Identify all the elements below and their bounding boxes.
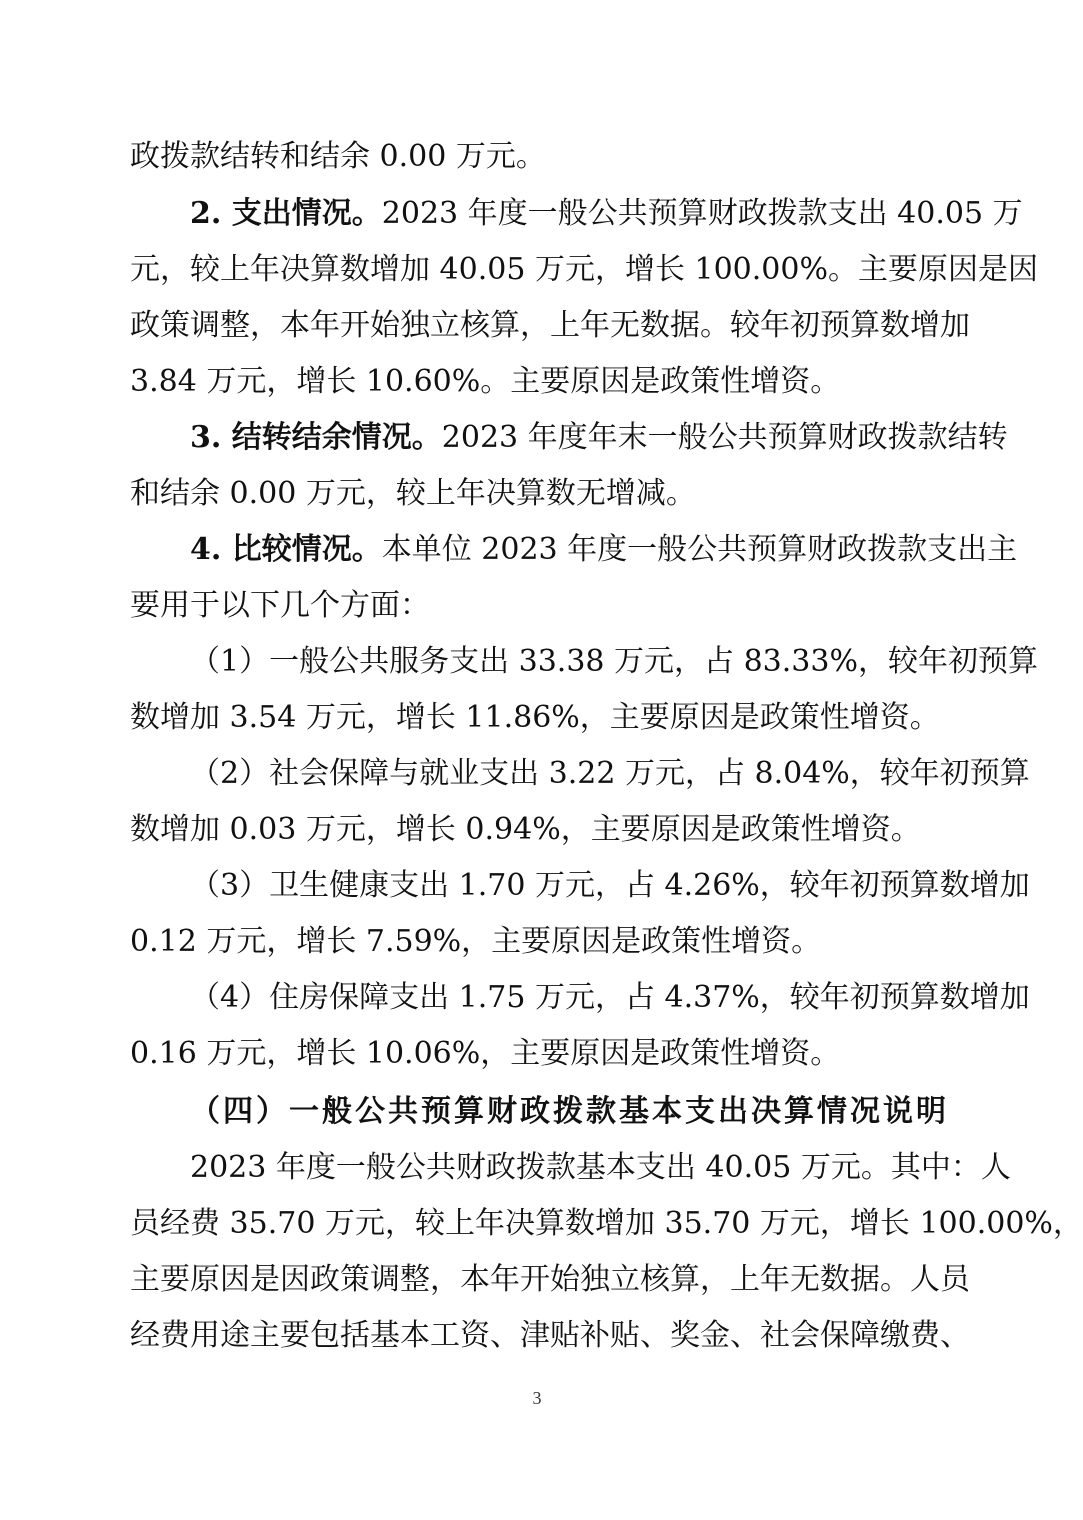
section-2-heading: 2. 支出情况。	[190, 196, 382, 231]
text-line-1: 政拨款结转和结余 0.00 万元。	[130, 139, 546, 174]
text-line-20: 员经费 35.70 万元，较上年决算数增加 35.70 万元，增长 100.00%，	[130, 1206, 1083, 1241]
section-4-text: 本单位 2023 年度一般公共预算财政拨款支出主	[381, 532, 1018, 567]
section-3-text: 2023 年度年末一般公共预算财政拨款结转	[441, 420, 1008, 455]
text-line-8	[190, 530, 1018, 570]
text-line-14: （3）卫生健康支出 1.70 万元，占 4.26%，较年初预算数增加	[190, 868, 1030, 903]
text-line-9: 要用于以下几个方面：	[130, 588, 430, 623]
text-line-13: 数增加 0.03 万元，增长 0.94%，主要原因是政策性增资。	[130, 812, 921, 847]
text-line-21: 主要原因是因政策调整，本年开始独立核算，上年无数据。人员	[130, 1262, 970, 1297]
section-heading-four: （四）一般公共预算财政拨款基本支出决算情况说明	[190, 1094, 946, 1129]
text-line-6	[190, 418, 1008, 458]
text-line-7: 和结余 0.00 万元，较上年决算数无增减。	[130, 476, 696, 511]
text-line-12: （2）社会保障与就业支出 3.22 万元，占 8.04%，较年初预算	[190, 756, 1030, 791]
text-line-10: （1）一般公共服务支出 33.38 万元，占 83.33%，较年初预算	[190, 644, 1038, 679]
text-line-22: 经费用途主要包括基本工资、津贴补贴、奖金、社会保障缴费、	[130, 1318, 970, 1353]
text-line-4: 政策调整，本年开始独立核算，上年无数据。较年初预算数增加	[130, 308, 970, 343]
text-line-15: 0.12 万元，增长 7.59%，主要原因是政策性增资。	[130, 924, 822, 959]
text-line-19: 2023 年度一般公共财政拨款基本支出 40.05 万元。其中：人	[190, 1150, 1011, 1185]
section-2-text: 2023 年度一般公共预算财政拨款支出 40.05 万	[381, 196, 1023, 231]
text-line-3: 元，较上年决算数增加 40.05 万元，增长 100.00%。主要原因是因	[130, 252, 1038, 287]
section-3-heading: 3. 结转结余情况。	[190, 420, 442, 455]
text-line-2	[190, 194, 1023, 234]
text-line-17: 0.16 万元，增长 10.06%，主要原因是政策性增资。	[130, 1036, 841, 1071]
text-line-5: 3.84 万元，增长 10.60%。主要原因是政策性增资。	[130, 364, 841, 399]
page-number: 3	[532, 1388, 542, 1408]
section-4-heading: 4. 比较情况。	[190, 532, 382, 567]
text-line-16: （4）住房保障支出 1.75 万元，占 4.37%，较年初预算数增加	[190, 980, 1030, 1015]
text-line-11: 数增加 3.54 万元，增长 11.86%，主要原因是政策性增资。	[130, 700, 940, 735]
